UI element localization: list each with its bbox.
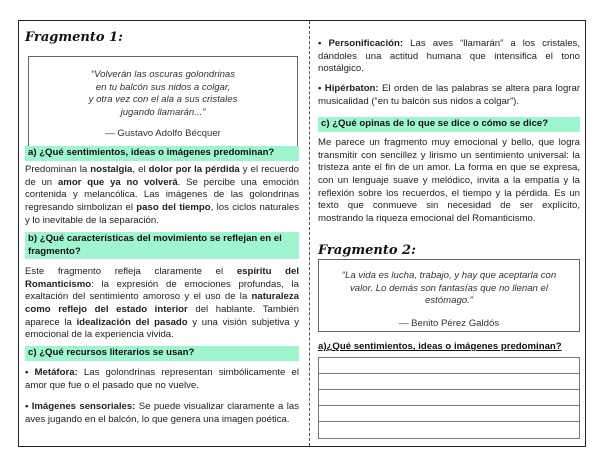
fragment2-quote-box (318, 259, 580, 332)
answer-lines (318, 357, 580, 439)
fragment2-question-label: a)¿Qué sentimientos, ideas o imágenes predominan? (318, 341, 562, 352)
resource-item-hiperbaton: • Hipérbaton: El orden de las palabras se altera para lograr musicalidad (“en tu balcón sus nidos a colgar”). (318, 83, 580, 107)
fragment2-author: — Benito Pérez Galdós (398, 317, 500, 329)
fragment1-author: — Gustavo Adolfo Bécquer (105, 127, 221, 139)
answer-line[interactable] (319, 406, 579, 422)
answer-b-text: Este fragmento refleja claramente el espíritu del Romanticismo: la expresión de emociones profundas, la exaltación del sentimiento amoroso y el uso de la naturaleza como reflejo del estado interior del hablante. También aparece la idealización del pasado y una visión subjetiva y emocional de la experiencia vivida. (25, 266, 299, 341)
answer-line[interactable] (319, 358, 579, 374)
quote-line: valor. Lo demás son fantasías que no llenan el (349, 282, 549, 294)
column-divider (309, 21, 310, 446)
quote-line: “La vida es lucha, trabajo, y hay que aceptarla con (341, 270, 557, 281)
answer-line[interactable] (319, 390, 579, 406)
question-a-label: a) ¿Qué sentimientos, ideas o imágenes predominan? (25, 146, 299, 161)
resource-item-metafora: • Metáfora: Las golondrinas representan simbólicamente el amor que fue o el pasado que no vuelve. (25, 367, 300, 391)
quote-line: en tu balcón sus nidos a colgar, (95, 81, 231, 93)
fragment1-quote-box (28, 56, 298, 154)
answer-line[interactable] (319, 422, 579, 438)
answer-line[interactable] (319, 374, 579, 390)
worksheet-page (18, 20, 586, 447)
fragment2-title: Fragmento 2: (318, 243, 416, 258)
quote-line: estómago.” (425, 295, 473, 307)
quote-line: y otra vez con el ala a sus cristales (88, 94, 238, 106)
resource-item-personificacion: • Personificación: Las aves “llamarán” a los cristales, dándoles una actitud humana que intensifica el tono nostálgico. (318, 38, 580, 75)
answer-a-text: Predominan la nostalgia, el dolor por la pérdida y el recuerdo de un amor que ya no volverá. Se percibe una emoción contenida y melancólica. Las imágenes de las golondrinas regresando simbolizan el paso del tiempo, los ciclos naturales y lo inevitable de la separación. (25, 164, 300, 226)
question-b-label: b) ¿Qué características del movimiento se reflejan en el fragmento? (25, 232, 299, 259)
quote-line: jugando llamarán...” (120, 106, 206, 118)
question-c2-label: c) ¿Qué opinas de lo que se dice o cómo se dice? (318, 117, 580, 132)
fragment1-title: Fragmento 1: (25, 30, 123, 45)
resource-item-imagenes: • Imágenes sensoriales: Se puede visualizar claramente a las aves jugando en el balcón, lo que genera una imagen poética. (25, 401, 300, 425)
answer-c2-text: Me parece un fragmento muy emocional y bello, que logra transmitir con sencillez y lirismo un sentimiento universal: la tristeza ante el fin de un amor. La forma en que se expresa, con un lenguaje suave y melódico, invita a la empatía y la reflexión sobre los recuerdos, el tiempo y la pérdida. Es un texto que conmueve sin necesidad de ser explícito, mostrando la riqueza emocional del Romanticismo. (318, 137, 580, 224)
question-c-label: c) ¿Qué recursos literarios se usan? (25, 346, 299, 361)
quote-line: “Volverán las oscuras golondrinas (90, 69, 236, 80)
